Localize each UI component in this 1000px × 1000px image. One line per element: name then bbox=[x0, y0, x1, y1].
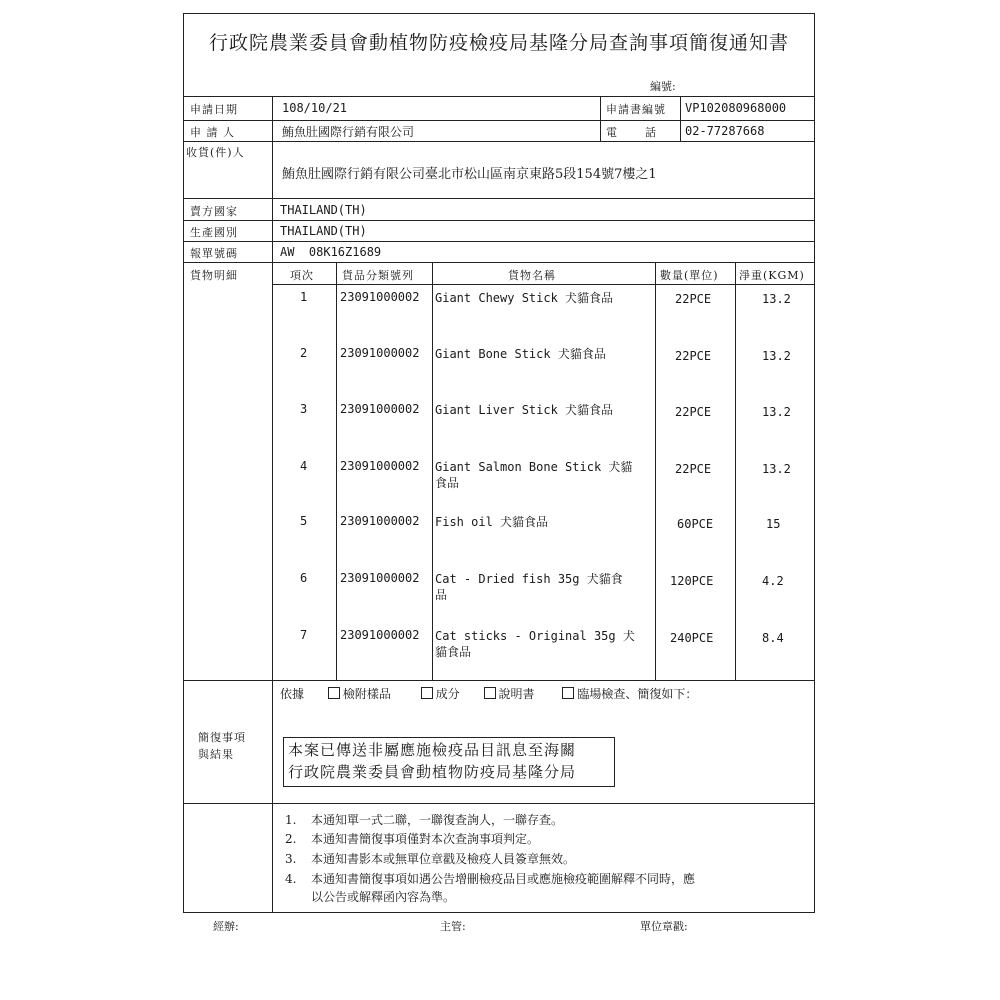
footer-supervisor: 主管: bbox=[440, 920, 466, 933]
applicant-value: 鮪魚肚國際行銷有限公司 bbox=[282, 125, 415, 139]
table-row-1-name: Giant Chewy Stick 犬貓食品 bbox=[435, 291, 614, 305]
footer-unit-stamp: 單位章戳: bbox=[640, 920, 688, 933]
note-3: 3. 本通知書影本或無單位章戳及檢疫人員簽章無效。 bbox=[285, 852, 576, 866]
note-1: 1. 本通知單一式二聯，一聯復查詢人，一聯存查。 bbox=[285, 813, 564, 827]
table-row-2-qty: 22PCE bbox=[675, 349, 712, 363]
table-row-2-no: 2 bbox=[300, 346, 308, 360]
checkbox-ingredient[interactable] bbox=[421, 687, 433, 699]
footer-handler: 經辦: bbox=[213, 920, 239, 933]
table-row-3-weight: 13.2 bbox=[762, 405, 791, 419]
note-4: 4. 本通知書簡復事項如遇公告增刪檢疫品目或應施檢疫範圍解釋不同時，應 bbox=[285, 872, 696, 886]
col-header-qty: 數量(單位) bbox=[660, 269, 719, 282]
reply-section-label-2: 與結果 bbox=[198, 748, 234, 761]
consignee-value: 鮪魚肚國際行銷有限公司臺北市松山區南京東路5段154號7樓之1 bbox=[282, 167, 657, 182]
col-header-code: 貨品分類號列 bbox=[342, 269, 414, 282]
consignee-label: 收貨(件)人 bbox=[186, 146, 245, 159]
checkbox-onsite[interactable] bbox=[562, 687, 574, 699]
table-row-3-name: Giant Liver Stick 犬貓食品 bbox=[435, 403, 614, 417]
seller-country-value: THAILAND(TH) bbox=[280, 203, 367, 217]
opt-ingredient-label: 成分 bbox=[435, 687, 460, 701]
stamp-line-1: 本案已傳送非屬應施檢疫品目訊息至海關 bbox=[288, 741, 577, 759]
table-row-3-code: 23091000002 bbox=[340, 402, 420, 416]
col-header-weight: 淨重(KGM) bbox=[739, 269, 805, 282]
checkbox-manual[interactable] bbox=[484, 687, 496, 699]
table-row-4-qty: 22PCE bbox=[675, 462, 712, 476]
table-row-7-name: Cat sticks - Original 35g 犬 貓食品 bbox=[435, 629, 635, 659]
opt-sample-label: 檢附樣品 bbox=[342, 687, 391, 701]
col-header-item: 項次 bbox=[290, 269, 314, 282]
table-row-2-name: Giant Bone Stick 犬貓食品 bbox=[435, 347, 606, 361]
seller-country-label: 賣方國家 bbox=[190, 205, 238, 218]
table-row-3-qty: 22PCE bbox=[675, 405, 712, 419]
goods-section-label: 貨物明細 bbox=[190, 269, 238, 282]
table-row-4-no: 4 bbox=[300, 459, 308, 473]
origin-label: 生產國別 bbox=[190, 226, 238, 239]
table-row-5-no: 5 bbox=[300, 514, 308, 528]
table-row-6-qty: 120PCE bbox=[670, 574, 714, 588]
basis-label: 依據 bbox=[280, 687, 305, 701]
table-row-3-no: 3 bbox=[300, 402, 308, 416]
basis-row bbox=[280, 685, 697, 702]
table-row-6-name: Cat - Dried fish 35g 犬貓食 品 bbox=[435, 572, 623, 602]
table-row-5-weight: 15 bbox=[766, 517, 781, 531]
app-no-label: 申請書編號 bbox=[606, 103, 666, 116]
table-row-1-no: 1 bbox=[300, 290, 308, 304]
table-row-4-code: 23091000002 bbox=[340, 459, 420, 473]
declaration-value: AW 08K16Z1689 bbox=[280, 245, 382, 259]
table-row-7-no: 7 bbox=[300, 628, 308, 642]
reply-stamp bbox=[283, 737, 615, 787]
table-row-2-weight: 13.2 bbox=[762, 349, 791, 363]
table-row-1-code: 23091000002 bbox=[340, 290, 420, 304]
note-2: 2. 本通知書簡復事項僅對本次查詢事項判定。 bbox=[285, 832, 540, 846]
col-header-name: 貨物名稱 bbox=[508, 269, 556, 282]
apply-date-value: 108/10/21 bbox=[282, 101, 348, 115]
applicant-label: 申 請 人 bbox=[190, 126, 235, 139]
table-row-7-qty: 240PCE bbox=[670, 631, 714, 645]
phone-value: 02-77287668 bbox=[685, 124, 765, 138]
table-row-5-code: 23091000002 bbox=[340, 514, 420, 528]
reply-section-label-1: 簡復事項 bbox=[198, 731, 246, 744]
stamp-line-2: 行政院農業委員會動植物防疫局基隆分局 bbox=[288, 763, 577, 781]
table-row-1-weight: 13.2 bbox=[762, 292, 791, 306]
table-row-6-weight: 4.2 bbox=[762, 574, 784, 588]
opt-onsite-label: 臨場檢查、簡復如下： bbox=[577, 687, 698, 701]
table-row-7-weight: 8.4 bbox=[762, 631, 784, 645]
apply-date-label: 申請日期 bbox=[190, 103, 238, 116]
phone-label: 電 話 bbox=[606, 126, 657, 139]
table-row-6-code: 23091000002 bbox=[340, 571, 420, 585]
serial-label: 編號: bbox=[650, 80, 676, 93]
table-row-6-no: 6 bbox=[300, 571, 308, 585]
table-row-7-code: 23091000002 bbox=[340, 628, 420, 642]
app-no-value: VP102080968000 bbox=[685, 101, 787, 115]
page-title: 行政院農業委員會動植物防疫檢疫局基隆分局查詢事項簡復通知書 bbox=[208, 32, 789, 54]
table-row-1-qty: 22PCE bbox=[675, 292, 712, 306]
table-row-5-qty: 60PCE bbox=[677, 517, 714, 531]
opt-manual-label: 說明書 bbox=[498, 687, 535, 701]
table-row-4-weight: 13.2 bbox=[762, 462, 791, 476]
checkbox-sample[interactable] bbox=[328, 687, 340, 699]
table-row-4-name: Giant Salmon Bone Stick 犬貓 食品 bbox=[435, 460, 633, 490]
origin-value: THAILAND(TH) bbox=[280, 224, 367, 238]
note-4-cont: 以公告或解釋函內容為準。 bbox=[311, 890, 456, 904]
declaration-label: 報單號碼 bbox=[190, 247, 238, 260]
table-row-2-code: 23091000002 bbox=[340, 346, 420, 360]
table-row-5-name: Fish oil 犬貓食品 bbox=[435, 515, 549, 529]
